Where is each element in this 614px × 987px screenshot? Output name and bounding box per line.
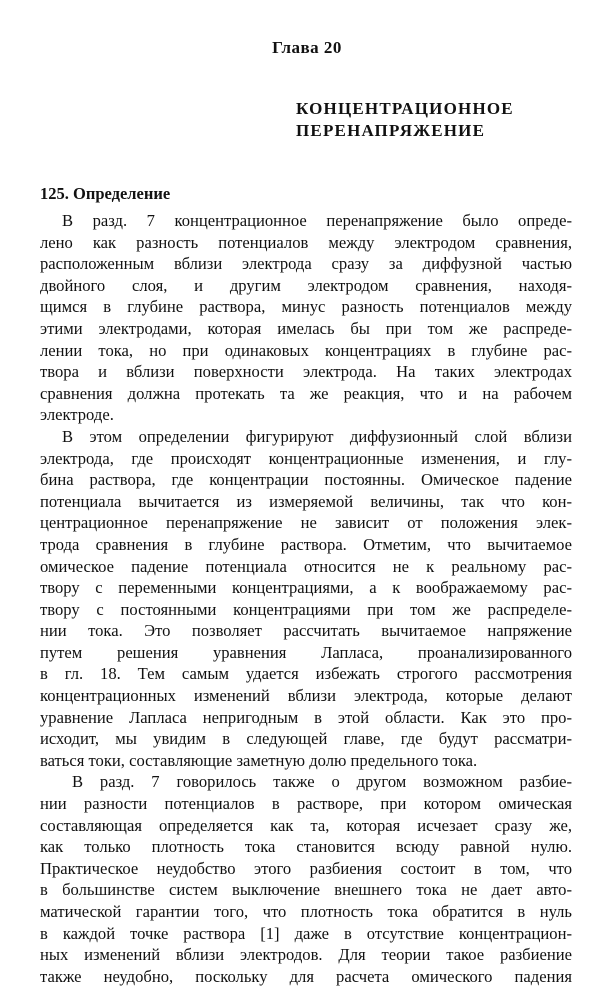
text-line: составляющая определяется как та, которая исчезает сразу же, <box>40 815 572 835</box>
section-heading: 125. Определение <box>40 184 171 203</box>
text-line: двойного слоя, и другим электродом сравнения, находя- <box>40 275 572 295</box>
text-line: в гл. 18. Тем самым удается избежать строгого рассмотрения <box>40 664 572 684</box>
text-line: твору с постоянными концентрациями при том же распределе- <box>40 599 572 619</box>
text-line: центрационное перенапряжение не зависит от положения элек- <box>40 513 572 533</box>
text-line: В этом определении фигурируют диффузионный слой вблизи <box>62 426 572 446</box>
chapter-label: Глава 20 <box>272 38 342 57</box>
body-text <box>40 210 572 987</box>
text-line: лено как разность потенциалов между электродом сравнения, <box>40 232 572 252</box>
text-line: концентрационных изменений вблизи электрода, которые делают <box>40 686 572 706</box>
text-line: ных изменений вблизи электродов. Для теории такое разбиение <box>40 945 572 965</box>
text-line: трода сравнения в глубине раствора. Отметим, что вычитаемое <box>40 534 572 554</box>
text-line: электроде. <box>40 405 114 425</box>
text-line: нии разности потенциалов в растворе, при котором омическая <box>40 794 572 814</box>
text-line: омическое падение потенциала относится не к реальному рас- <box>40 556 572 576</box>
chapter-title-line: ПЕРЕНАПРЯЖЕНИЕ <box>296 121 486 140</box>
text-line: нии тока. Это позволяет рассчитать вычитаемое напряжение <box>40 621 572 641</box>
text-line: лении тока, но при одинаковых концентрациях в глубине рас- <box>40 340 572 360</box>
text-line: также неудобно, поскольку для расчета омического падения <box>40 966 572 986</box>
text-line: ваться токи, составляющие заметную долю предельного тока. <box>40 750 478 770</box>
text-line: как только плотность тока становится всюду равной нулю. <box>40 837 572 857</box>
text-line: твору с переменными концентрациями, а к воображаемому рас- <box>40 578 572 598</box>
text-line: щимся в глубине раствора, минус разность потенциалов между <box>40 297 572 317</box>
text-line: путем решения уравнения Лапласа, проанализированного <box>40 642 572 662</box>
text-line: уравнение Лапласа непригодным в этой области. Как это про- <box>40 707 572 727</box>
text-line: электрода, где происходят концентрационные изменения, и глу- <box>40 448 572 468</box>
text-line: матической гарантии того, что плотность тока обратится в нуль <box>40 902 572 921</box>
text-line: потенциала вычитается из измеряемой величины, так что кон- <box>40 491 572 511</box>
text-line: в каждой точке раствора [1] даже в отсутствие концентрацион- <box>40 923 572 943</box>
text-line: твора и вблизи поверхности электрода. На таких электродах <box>40 362 572 382</box>
chapter-title-line: КОНЦЕНТРАЦИОННОЕ <box>296 99 514 118</box>
text-line: этими электродами, которая имелась бы при том же распреде- <box>40 318 572 338</box>
text-line: В разд. 7 концентрационное перенапряжение было опреде- <box>62 211 572 230</box>
text-line: бина раствора, где концентрации постоянны. Омическое падение <box>40 470 572 490</box>
text-line: в большинстве систем выключение внешнего тока не дает авто- <box>40 880 572 900</box>
text-line: исходит, мы увидим в следующей главе, где будут рассматри- <box>40 729 572 749</box>
text-line: Практическое неудобство этого разбиения состоит в том, что <box>40 858 572 878</box>
text-line: сравнения должна протекать та же реакция, что и на рабочем <box>40 383 572 403</box>
text-line: В разд. 7 говорилось также о другом возможном разбие- <box>72 772 572 792</box>
chapter-title <box>296 98 514 142</box>
text-line: расположенным вблизи электрода сразу за диффузной частью <box>40 254 572 274</box>
